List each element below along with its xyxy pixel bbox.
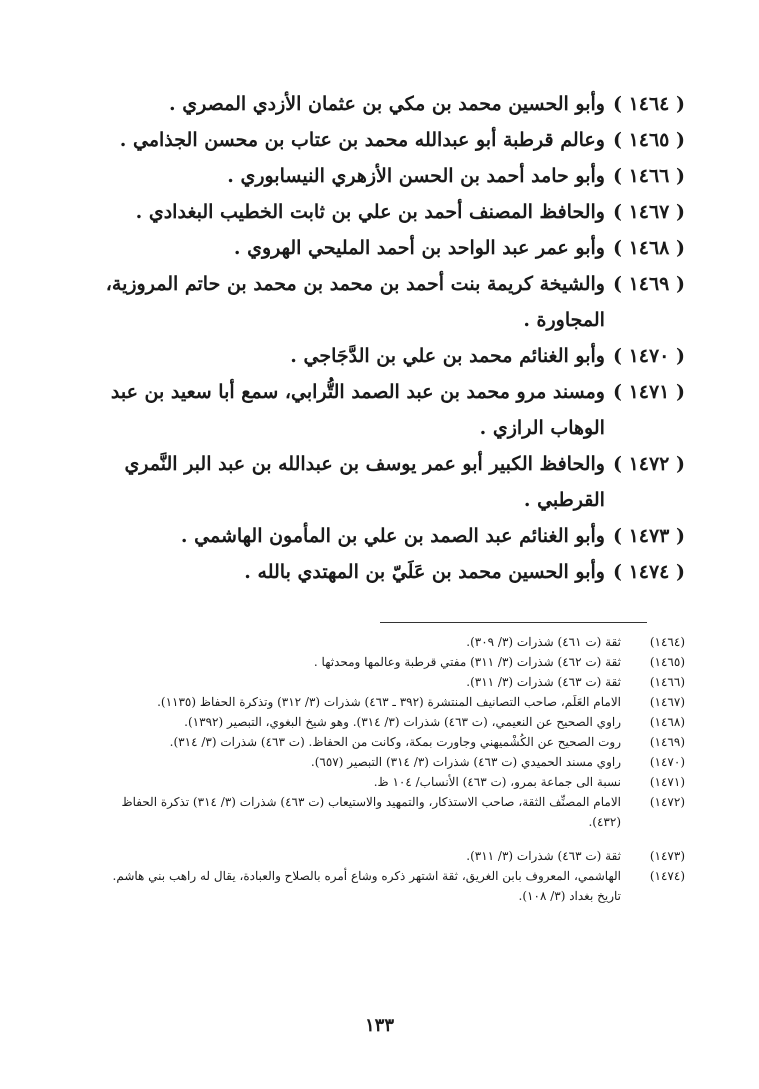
footnote-1470 [108, 752, 685, 772]
entry-1473 [100, 518, 685, 554]
entry-number: ( ١٤٦٩ ) [612, 273, 685, 295]
footnote-text: روت الصحيح عن الكُشْميهني وجاورت بمكة، وكانت من الحفاظ. (ت ٤٦٣) شذرات (٣/ ٣١٤). [169, 735, 621, 749]
footnote-1469 [108, 732, 685, 752]
entry-text: وأبو الغنائم عبد الصمد بن علي بن المأمون الهاشمي . [180, 525, 605, 547]
footnote-number: (١٤٦٤) [649, 635, 685, 649]
footnote-text: الامام العَلَم، صاحب التصانيف المنتشرة (٣٩٢ ـ ٤٦٣) شذرات (٣/ ٣١٢) وتذكرة الحفاظ (١١٣٥). [157, 695, 621, 709]
entry-number: ( ١٤٧١ ) [612, 381, 685, 403]
entry-number: ( ١٤٧٤ ) [612, 561, 685, 583]
entry-text: وأبو الغنائم محمد بن علي بن الدَّجَاجي . [290, 345, 605, 367]
footnote-1473 [108, 846, 685, 866]
entry-1467 [100, 194, 685, 230]
entry-1468 [100, 230, 685, 266]
footnote-text: ثقة (ت ٤٦١) شذرات (٣/ ٣٠٩). [466, 635, 621, 649]
entry-number: ( ١٤٧٣ ) [612, 525, 685, 547]
entry-1471 [100, 374, 685, 446]
entry-number: ( ١٤٦٥ ) [612, 129, 685, 151]
entry-1472 [100, 446, 685, 518]
entry-text: ومسند مرو محمد بن عبد الصمد التُّرابي، سمع أبا سعيد بن عبد الوهاب الرازي . [110, 381, 605, 439]
entry-number: ( ١٤٦٧ ) [612, 201, 685, 223]
footnote-text: ثقة (ت ٤٦٢) شذرات (٣/ ٣١١) مفتي قرطبة وعالمها ومحدثها . [313, 655, 621, 669]
footnote-1464 [108, 632, 685, 652]
entry-number: ( ١٤٧٠ ) [612, 345, 685, 367]
footnote-text: راوي الصحيح عن النعيمي، (ت ٤٦٣) شذرات (٣/ ٣١٤). وهو شيخ البغوي، التبصير (١٣٩٢). [184, 715, 621, 729]
entry-text: وأبو الحسين محمد بن مكي بن عثمان الأزدي المصري . [169, 93, 605, 115]
footnote-1468 [108, 712, 685, 732]
entry-number: ( ١٤٦٤ ) [612, 93, 685, 115]
entry-1464 [100, 86, 685, 122]
footnote-1466 [108, 672, 685, 692]
footnote-number: (١٤٧٢) [649, 795, 685, 809]
entry-number: ( ١٤٦٦ ) [612, 165, 685, 187]
page-number: ١٣٣ [364, 1015, 394, 1036]
footnote-divider [380, 622, 647, 623]
footnote-number: (١٤٧١) [649, 775, 685, 789]
entry-number: ( ١٤٧٢ ) [612, 453, 685, 475]
footnote-number: (١٤٦٧) [649, 695, 685, 709]
entry-1469 [100, 266, 685, 338]
footnote-text: نسبة الى جماعة بمرو، (ت ٤٦٣) الأنساب/ ١٠٤ ظ. [373, 775, 621, 789]
footnote-text: الامام المصنِّف الثقة، صاحب الاستذكار، والتمهيد والاستيعاب (ت ٤٦٣) شذرات (٣/ ٣١٤) تذكرة الحفاظ (٤٣٢). [121, 795, 621, 829]
entry-number: ( ١٤٦٨ ) [612, 237, 685, 259]
entry-text: وأبو الحسين محمد بن عَلَيّ بن المهتدي بالله . [244, 561, 605, 583]
footnote-1467 [108, 692, 685, 712]
entry-text: وأبو حامد أحمد بن الحسن الأزهري النيسابوري . [227, 165, 605, 187]
footnote-text: الهاشمي، المعروف بابن الغريق، ثقة اشتهر ذكره وشاع أمره بالصلاح والعبادة، يقال له راهب بني هاشم. تاريخ بغداد (٣/ ١٠٨). [112, 869, 621, 903]
footnote-text: راوي مسند الحميدي (ت ٤٦٣) شذرات (٣/ ٣١٤) التبصير (٦٥٧). [310, 755, 621, 769]
footnote-text: ثقة (ت ٤٦٣) شذرات (٣/ ٣١١). [466, 849, 621, 863]
footnote-1465 [108, 652, 685, 672]
entry-text: والحافظ المصنف أحمد بن علي بن ثابت الخطيب البغدادي . [135, 201, 605, 223]
footnote-number: (١٤٦٨) [649, 715, 685, 729]
entry-1470 [100, 338, 685, 374]
footnote-number: (١٤٧٣) [649, 849, 685, 863]
entry-text: وعالم قرطبة أبو عبدالله محمد بن عتاب بن محسن الجذامي . [119, 129, 605, 151]
footnote-number: (١٤٦٦) [649, 675, 685, 689]
footnote-1471 [108, 772, 685, 792]
entry-text: والشيخة كريمة بنت أحمد بن محمد بن محمد بن حاتم المروزية، المجاورة . [105, 273, 605, 331]
entry-1474 [100, 554, 685, 590]
entry-1466 [100, 158, 685, 194]
entry-1465 [100, 122, 685, 158]
entry-text: وأبو عمر عبد الواحد بن أحمد المليحي الهروي . [233, 237, 605, 259]
footnote-number: (١٤٦٥) [649, 655, 685, 669]
footnote-number: (١٤٦٩) [649, 735, 685, 749]
main-entries [100, 86, 685, 590]
footnote-number: (١٤٧٠) [649, 755, 685, 769]
footnote-1474 [108, 866, 685, 906]
footnote-text: ثقة (ت ٤٦٣) شذرات (٣/ ٣١١). [466, 675, 621, 689]
footnote-number: (١٤٧٤) [649, 869, 685, 883]
footnotes [108, 632, 685, 906]
footnote-1472 [108, 792, 685, 832]
entry-text: والحافظ الكبير أبو عمر يوسف بن عبدالله بن عبد البر النَّمري القرطبي . [124, 453, 605, 511]
